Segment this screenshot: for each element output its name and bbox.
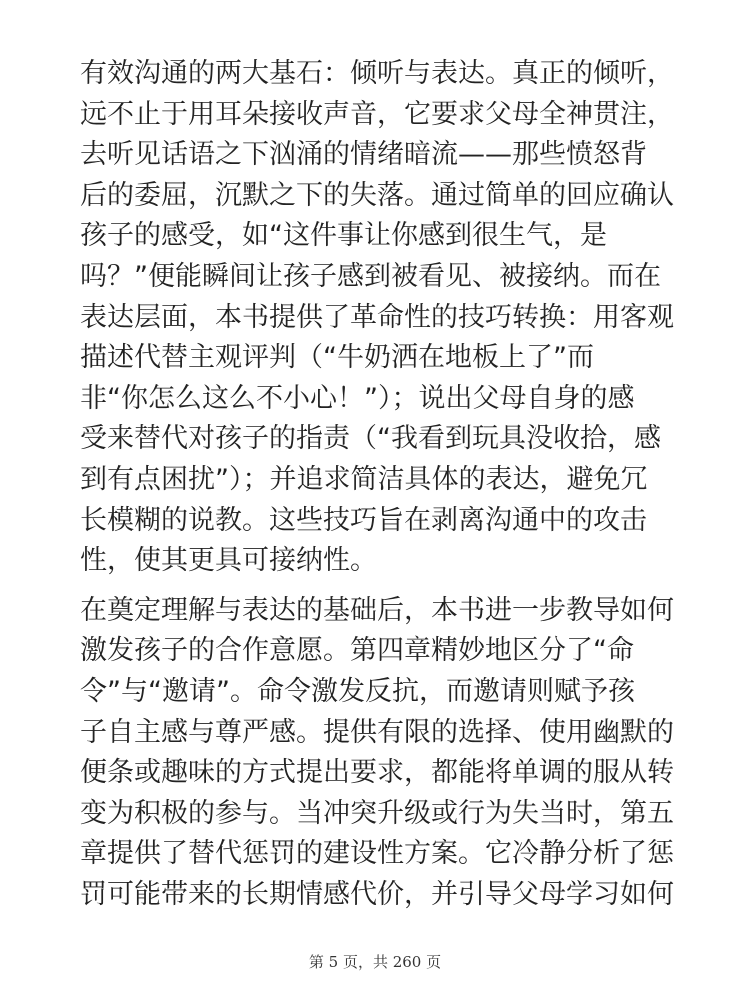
body-text bbox=[80, 54, 680, 915]
text-line: 性，使其更具可接纳性。 bbox=[80, 545, 377, 577]
text-line: 变为积极的参与。当冲突升级或行为失当时，第五 bbox=[80, 797, 674, 829]
text-line: 罚可能带来的长期情感代价，并引导父母学习如何 bbox=[80, 878, 674, 910]
text-line: 表达层面，本书提供了革命性的技巧转换：用客观 bbox=[80, 301, 674, 333]
text-line: 受来替代对孩子的指责（“我看到玩具没收拾，感 bbox=[80, 423, 661, 455]
text-line: 章提供了替代惩罚的建设性方案。它冷静分析了惩 bbox=[80, 838, 674, 870]
text-line: 吗？”便能瞬间让孩子感到被看见、被接纳。而在 bbox=[80, 260, 661, 292]
text-line: 子自主感与尊严感。提供有限的选择、使用幽默的 bbox=[80, 716, 674, 748]
text-line: 孩子的感受，如“这件事让你感到很生气，是 bbox=[80, 220, 607, 252]
text-line: 令”与“邀请”。命令激发反抗，而邀请则赋予孩 bbox=[80, 675, 635, 707]
text-line: 激发孩子的合作意愿。第四章精妙地区分了“命 bbox=[80, 635, 634, 667]
paragraph-1 bbox=[80, 54, 680, 582]
text-line: 去听见话语之下汹涌的情绪暗流——那些愤怒背 bbox=[80, 139, 647, 171]
text-line: 长模糊的说教。这些技巧旨在剥离沟通中的攻击 bbox=[80, 504, 647, 536]
text-line: 在奠定理解与表达的基础后，本书进一步教导如何 bbox=[80, 594, 674, 626]
text-line: 有效沟通的两大基石：倾听与表达。真正的倾听， bbox=[80, 58, 674, 89]
text-line: 描述代替主观评判（“牛奶洒在地板上了”而 bbox=[80, 342, 594, 374]
text-line: 便条或趣味的方式提出要求，都能将单调的服从转 bbox=[80, 757, 674, 789]
text-line: 非“你怎么这么不小心！”）；说出父母自身的感 bbox=[80, 382, 635, 414]
text-line: 后的委屈，沉默之下的失落。通过简单的回应确认 bbox=[80, 179, 674, 211]
paragraph-2 bbox=[80, 591, 680, 916]
text-line: 到有点困扰”）；并追求简洁具体的表达，避免冗 bbox=[80, 463, 648, 495]
text-line: 远不止于用耳朵接收声音，它要求父母全神贯注， bbox=[80, 98, 674, 130]
page-number-footer: 第 5 页，共 260 页 bbox=[308, 953, 442, 971]
